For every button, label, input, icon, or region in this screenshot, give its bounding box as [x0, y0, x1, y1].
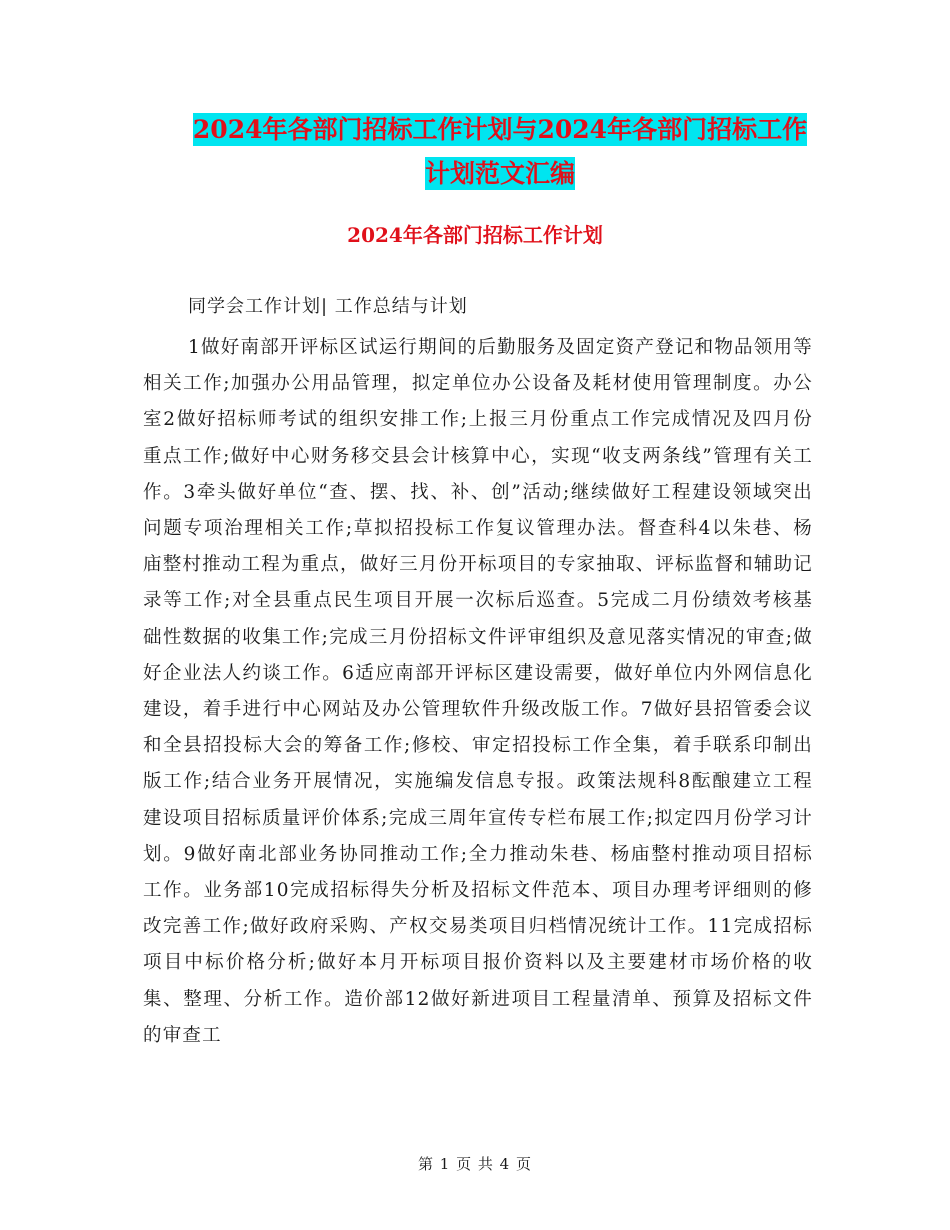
section-title: 2024年各部门招标工作计划	[347, 223, 603, 247]
page-number-footer: 第 1 页 共 4 页	[418, 1155, 532, 1173]
intro-line: 同学会工作计划| 工作总结与计划	[188, 296, 468, 317]
document-title-line-1: 2024年各部门招标工作计划与2024年各部门招标工作	[192, 115, 808, 144]
document-title-line-2: 计划范文汇编	[424, 159, 575, 188]
body-paragraph: 1做好南部开评标区试运行期间的后勤服务及固定资产登记和物品领用等相关工作;加强办公用品管理，拟定单位办公设备及耗材使用管理制度。办公室2做好招标师考试的组织安排工作;上报三月份重点工作完成情况及四月份重点工作;做好中心财务移交县会计核算中心，实现“收支两条线”管理有关工作。3牵头做好单位“查、摆、找、补、创”活动;继续做好工程建设领域突出问题专项治理相关工作;草拟招投标工作复议管理办法。督查科4以朱巷、杨庙整村推动工程为重点，做好三月份开标项目的专家抽取、评标监督和辅助记录等工作;对全县重点民生项目开展一次标后巡查。5完成二月份绩效考核基础性数据的收集工作;完成三月份招标文件评审组织及意见落实情况的审查;做好企业法人约谈工作。6适应南部开评标区建设需要，做好单位内外网信息化建设，着手进行中心网站及办公管理软件升级改版工作。7做好县招管委会议和全县招投标大会的筹备工作;修校、审定招投标工作全集，着手联系印制出版工作;结合业务开展情况，实施编发信息专报。政策法规科8酝酿建立工程建设项目招标质量评价体系;完成三周年宣传专栏布展工作;拟定四月份学习计划。9做好南北部业务协同推动工作;全力推动朱巷、杨庙整村推动项目招标工作。业务部10完成招标得失分析及招标文件范本、项目办理考评细则的修改完善工作;做好政府采购、产权交易类项目归档情况统计工作。11完成招标项目中标价格分析;做好本月开标项目报价资料以及主要建材市场价格的收集、整理、分析工作。造价部12做好新进项目工程量清单、预算及招标文件的审查工	[143, 337, 813, 1046]
document-title	[140, 108, 860, 196]
